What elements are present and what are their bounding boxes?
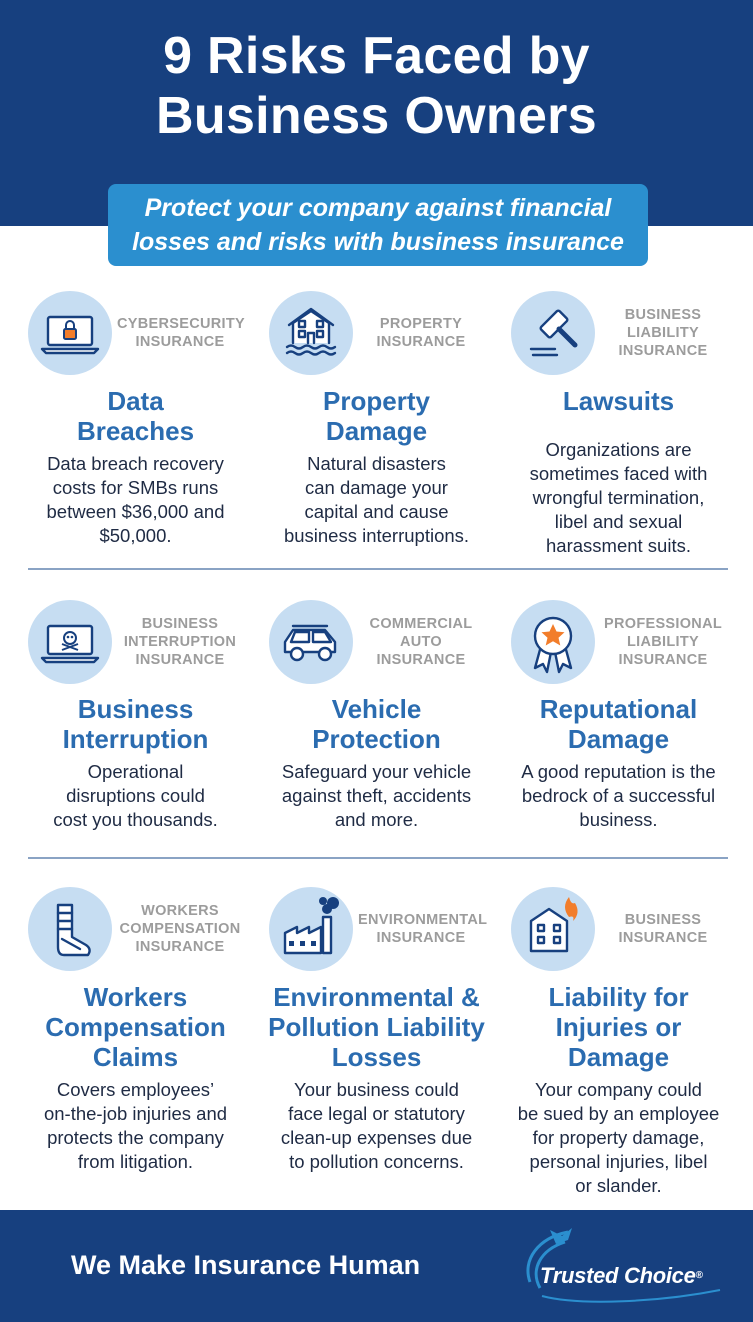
insurance-type-label (600, 911, 726, 947)
risk-title-line: Business (77, 694, 194, 724)
risk-title (498, 694, 739, 754)
risk-title (15, 694, 256, 754)
icon-circle (269, 291, 353, 375)
risk-description-line: Organizations are (545, 439, 692, 460)
subtitle-box (108, 184, 648, 266)
risk-title (498, 982, 739, 1072)
burning-building-icon (511, 887, 595, 971)
insurance-label-line: INTERRUPTION (123, 634, 237, 650)
risk-description (15, 452, 256, 548)
insurance-label-line: INSURANCE (376, 652, 466, 668)
registered-mark: ® (695, 1270, 703, 1281)
car-icon (269, 600, 353, 684)
row-divider-1 (28, 568, 728, 570)
insurance-type-label (358, 315, 484, 351)
insurance-type-label (358, 615, 484, 669)
insurance-label-line: BUSINESS (624, 912, 702, 928)
risk-description-line: $50,000. (99, 525, 172, 546)
subtitle-line-1: Protect your company against financial (144, 194, 612, 222)
risk-description-line: cost you thousands. (53, 809, 218, 830)
risk-title (256, 694, 497, 754)
insurance-label-line: WORKERS (141, 903, 219, 919)
risk-description (256, 1078, 497, 1174)
insurance-label-line: INSURANCE (135, 652, 225, 668)
risk-title-line: Lawsuits (562, 386, 675, 416)
risk-description-line: Safeguard your vehicle (281, 761, 472, 782)
insurance-label-line: COMPENSATION (119, 921, 241, 937)
risk-description (498, 1078, 739, 1198)
risk-description-line: costs for SMBs runs (52, 477, 219, 498)
title-line-1: 9 Risks Faced by (163, 27, 590, 85)
risk-description-line: A good reputation is the (521, 761, 716, 782)
risk-description-line: sometimes faced with (529, 463, 708, 484)
row-divider-2 (28, 857, 728, 859)
risk-title-line: Claims (92, 1042, 179, 1072)
icon-circle (269, 887, 353, 971)
risk-description-line: business. (579, 809, 658, 830)
risk-description (498, 760, 739, 832)
risk-description-line: and more. (334, 809, 419, 830)
risk-description (498, 438, 739, 558)
brand-logo (520, 1220, 730, 1310)
risk-title (15, 982, 256, 1072)
risk-description-line: between $36,000 and (46, 501, 225, 522)
risk-description-line: business interruptions. (283, 525, 470, 546)
risk-description (256, 452, 497, 548)
insurance-label-line: PROPERTY (379, 316, 463, 332)
risk-description-line: can damage your (305, 477, 448, 498)
icon-circle (269, 600, 353, 684)
flooded-house-icon (269, 291, 353, 375)
insurance-label-line: PROFESSIONAL (604, 616, 722, 632)
risk-description-line: on-the-job injuries and (43, 1103, 228, 1124)
insurance-label-line: ENVIRONMENTAL (358, 912, 488, 928)
risk-title (15, 386, 256, 446)
factory-smoke-icon (269, 887, 353, 971)
risk-title-line: Losses (331, 1042, 422, 1072)
risk-title-line: Damage (567, 1042, 670, 1072)
icon-circle (511, 887, 595, 971)
risk-description-line: Your company could (535, 1079, 702, 1100)
risk-description-line: wrongful termination, (532, 487, 705, 508)
risk-description-line: bedrock of a successful (521, 785, 716, 806)
insurance-label-line: AUTO (399, 634, 443, 650)
risk-title-line: Breaches (76, 416, 195, 446)
risk-description-line: face legal or statutory (288, 1103, 465, 1124)
risk-description-line: personal injuries, libel (529, 1151, 708, 1172)
risk-description (256, 760, 497, 832)
risk-description-line: protects the company (47, 1127, 224, 1148)
risk-description-line: to pollution concerns. (289, 1151, 464, 1172)
icon-circle (511, 600, 595, 684)
risk-title-line: Protection (312, 724, 441, 754)
risk-title-line: Vehicle (331, 694, 422, 724)
icon-circle (511, 291, 595, 375)
subtitle-line-2: losses and risks with business insurance (132, 228, 624, 256)
insurance-label-line: INSURANCE (135, 334, 225, 350)
insurance-type-label (358, 911, 488, 947)
icon-circle (28, 887, 112, 971)
risk-description (15, 1078, 256, 1174)
risk-title-line: Data (107, 386, 164, 416)
icon-circle (28, 291, 112, 375)
page-title (0, 26, 753, 146)
risk-title (256, 982, 497, 1072)
insurance-label-line: INSURANCE (618, 930, 708, 946)
leg-cast-icon (28, 887, 112, 971)
insurance-type-label (600, 615, 726, 669)
risk-description-line: clean-up expenses due (280, 1127, 473, 1148)
insurance-label-line: COMMERCIAL (369, 616, 473, 632)
insurance-label-line: INSURANCE (618, 343, 708, 359)
risk-description-line: Covers employees’ (56, 1079, 215, 1100)
risk-description-line: disruptions could (66, 785, 205, 806)
risk-description-line: Natural disasters (307, 453, 446, 474)
icon-circle (28, 600, 112, 684)
insurance-type-label (600, 306, 726, 360)
risk-description-line: Operational (87, 761, 184, 782)
risk-description-line: or slander. (575, 1175, 662, 1196)
risk-title-line: Damage (325, 416, 428, 446)
risk-description-line: against theft, accidents (281, 785, 472, 806)
insurance-label-line: INSURANCE (376, 930, 466, 946)
risk-title-line: Injuries or (555, 1012, 682, 1042)
risk-description-line: from litigation. (77, 1151, 194, 1172)
risk-title-line: Environmental & (273, 982, 480, 1012)
insurance-type-label (117, 315, 243, 351)
award-ribbon-icon (511, 600, 595, 684)
insurance-label-line: INSURANCE (376, 334, 466, 350)
footer-tagline: We Make Insurance Human (71, 1250, 421, 1280)
risk-title-line: Liability for (548, 982, 689, 1012)
laptop-skull-icon (28, 600, 112, 684)
title-line-2: Business Owners (156, 87, 597, 145)
risk-title-line: Interruption (62, 724, 209, 754)
risk-title-line: Compensation (45, 1012, 226, 1042)
risk-description-line: for property damage, (532, 1127, 705, 1148)
insurance-label-line: BUSINESS (141, 616, 219, 632)
risk-description-line: libel and sexual (554, 511, 683, 532)
risk-description (15, 760, 256, 832)
insurance-label-line: LIABILITY (627, 634, 699, 650)
insurance-label-line: INSURANCE (618, 652, 708, 668)
risk-title (498, 386, 739, 416)
brand-text: Trusted Choice (540, 1263, 696, 1288)
risk-description-line: harassment suits. (546, 535, 691, 556)
risk-title-line: Damage (567, 724, 670, 754)
risk-description-line: be sued by an employee (517, 1103, 720, 1124)
insurance-label-line: INSURANCE (135, 939, 225, 955)
risk-title-line: Reputational (539, 694, 698, 724)
risk-description-line: capital and cause (304, 501, 449, 522)
risk-title (256, 386, 497, 446)
risk-title-line: Workers (83, 982, 188, 1012)
risk-description-line: Your business could (294, 1079, 459, 1100)
insurance-label-line: LIABILITY (627, 325, 699, 341)
gavel-icon (511, 291, 595, 375)
insurance-label-line: CYBERSECURITY (117, 316, 245, 332)
risk-title-line: Pollution Liability (268, 1012, 485, 1042)
risk-title-line: Property (323, 386, 430, 416)
laptop-lock-icon (28, 291, 112, 375)
insurance-label-line: BUSINESS (624, 307, 702, 323)
brand-name (540, 1263, 703, 1289)
insurance-type-label (117, 902, 243, 956)
insurance-type-label (117, 615, 243, 669)
risk-description-line: Data breach recovery (47, 453, 224, 474)
